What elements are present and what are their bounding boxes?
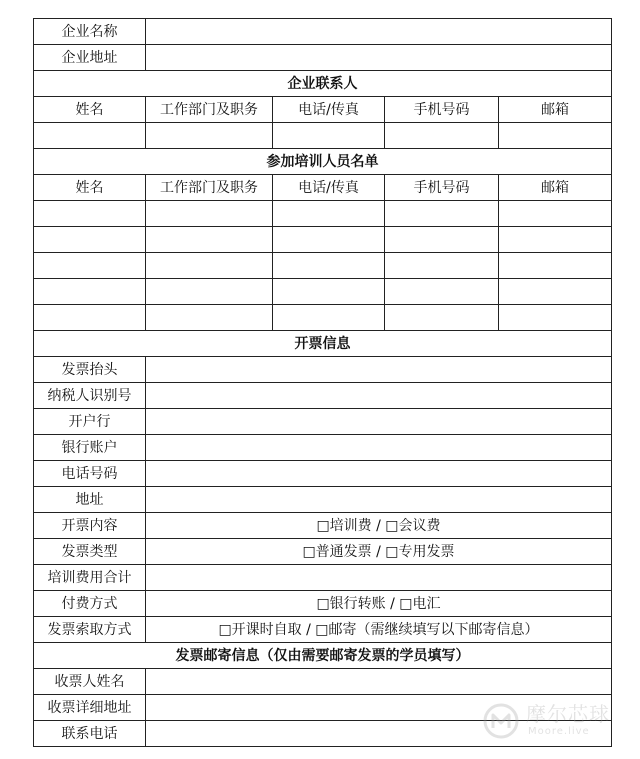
trainee-email-input[interactable]	[499, 279, 612, 305]
contact-phone-input[interactable]	[146, 721, 612, 747]
trainee-phone-fax-input[interactable]	[273, 227, 385, 253]
trainee-email-input[interactable]	[499, 253, 612, 279]
trainee-section-row	[34, 149, 612, 175]
bank-row	[34, 409, 612, 435]
contact-phone-fax-input[interactable]	[273, 123, 385, 149]
bank-input[interactable]	[146, 409, 612, 435]
company-name-label: 企业名称	[34, 19, 146, 45]
mailing-section-row	[34, 643, 612, 669]
retrieval-method-row	[34, 617, 612, 643]
invoice-title-row	[34, 357, 612, 383]
trainee-email-input[interactable]	[499, 201, 612, 227]
trainee-row	[34, 201, 612, 227]
invoice-title-label: 发票抬头	[34, 357, 146, 383]
contact-section-row	[34, 71, 612, 97]
company-address-input[interactable]	[146, 45, 612, 71]
mailing-section-title: 发票邮寄信息（仅由需要邮寄发票的学员填写）	[34, 643, 612, 669]
contact-input-row	[34, 123, 612, 149]
invoice-address-label: 地址	[34, 487, 146, 513]
trainee-name-input[interactable]	[34, 305, 146, 331]
invoice-section-row	[34, 331, 612, 357]
recipient-address-label: 收票详细地址	[34, 695, 146, 721]
trainee-phone-fax-input[interactable]	[273, 253, 385, 279]
company-name-row	[34, 19, 612, 45]
invoice-section-title: 开票信息	[34, 331, 612, 357]
trainee-name-input[interactable]	[34, 201, 146, 227]
watermark-domain: Moore.live	[528, 726, 590, 737]
contact-header-department: 工作部门及职务	[146, 97, 273, 123]
trainee-header-mobile: 手机号码	[385, 175, 499, 201]
invoice-content-row	[34, 513, 612, 539]
contact-header-name: 姓名	[34, 97, 146, 123]
invoice-content-label: 开票内容	[34, 513, 146, 539]
recipient-name-row	[34, 669, 612, 695]
bank-account-label: 银行账户	[34, 435, 146, 461]
trainee-department-input[interactable]	[146, 201, 273, 227]
recipient-name-label: 收票人姓名	[34, 669, 146, 695]
trainee-department-input[interactable]	[146, 253, 273, 279]
trainee-row	[34, 279, 612, 305]
bank-account-input[interactable]	[146, 435, 612, 461]
company-address-label: 企业地址	[34, 45, 146, 71]
trainee-name-input[interactable]	[34, 253, 146, 279]
contact-phone-label: 联系电话	[34, 721, 146, 747]
invoice-phone-label: 电话号码	[34, 461, 146, 487]
contact-department-input[interactable]	[146, 123, 273, 149]
trainee-row	[34, 305, 612, 331]
invoice-title-input[interactable]	[146, 357, 612, 383]
fee-total-label: 培训费用合计	[34, 565, 146, 591]
trainee-name-input[interactable]	[34, 279, 146, 305]
trainee-phone-fax-input[interactable]	[273, 279, 385, 305]
trainee-mobile-input[interactable]	[385, 253, 499, 279]
trainee-header-department: 工作部门及职务	[146, 175, 273, 201]
trainee-name-input[interactable]	[34, 227, 146, 253]
recipient-name-input[interactable]	[146, 669, 612, 695]
company-name-input[interactable]	[146, 19, 612, 45]
watermark-name: 摩尔芯球	[526, 702, 610, 726]
contact-email-input[interactable]	[499, 123, 612, 149]
invoice-type-row	[34, 539, 612, 565]
bank-label: 开户行	[34, 409, 146, 435]
payment-method-row	[34, 591, 612, 617]
trainee-mobile-input[interactable]	[385, 279, 499, 305]
retrieval-method-label: 发票索取方式	[34, 617, 146, 643]
payment-method-options[interactable]: □银行转账 / □电汇	[146, 591, 612, 617]
taxpayer-id-input[interactable]	[146, 383, 612, 409]
trainee-header-email: 邮箱	[499, 175, 612, 201]
trainee-section-title: 参加培训人员名单	[34, 149, 612, 175]
trainee-email-input[interactable]	[499, 305, 612, 331]
company-address-row	[34, 45, 612, 71]
taxpayer-id-row	[34, 383, 612, 409]
trainee-mobile-input[interactable]	[385, 305, 499, 331]
invoice-type-options[interactable]: □普通发票 / □专用发票	[146, 539, 612, 565]
contact-name-input[interactable]	[34, 123, 146, 149]
invoice-phone-row	[34, 461, 612, 487]
invoice-content-options[interactable]: □培训费 / □会议费	[146, 513, 612, 539]
trainee-header-name: 姓名	[34, 175, 146, 201]
contact-header-mobile: 手机号码	[385, 97, 499, 123]
recipient-address-row	[34, 695, 612, 721]
retrieval-method-options[interactable]: □开课时自取 / □邮寄（需继续填写以下邮寄信息）	[146, 617, 612, 643]
trainee-header-row	[34, 175, 612, 201]
recipient-address-input[interactable]	[146, 695, 612, 721]
trainee-department-input[interactable]	[146, 227, 273, 253]
trainee-department-input[interactable]	[146, 279, 273, 305]
invoice-type-label: 发票类型	[34, 539, 146, 565]
trainee-phone-fax-input[interactable]	[273, 201, 385, 227]
trainee-mobile-input[interactable]	[385, 201, 499, 227]
payment-method-label: 付费方式	[34, 591, 146, 617]
invoice-address-row	[34, 487, 612, 513]
trainee-row	[34, 227, 612, 253]
trainee-phone-fax-input[interactable]	[273, 305, 385, 331]
fee-total-row	[34, 565, 612, 591]
trainee-row	[34, 253, 612, 279]
invoice-phone-input[interactable]	[146, 461, 612, 487]
contact-mobile-input[interactable]	[385, 123, 499, 149]
contact-header-email: 邮箱	[499, 97, 612, 123]
registration-form-table	[33, 18, 612, 747]
trainee-header-phone-fax: 电话/传真	[273, 175, 385, 201]
trainee-department-input[interactable]	[146, 305, 273, 331]
bank-account-row	[34, 435, 612, 461]
contact-phone-row	[34, 721, 612, 747]
taxpayer-id-label: 纳税人识别号	[34, 383, 146, 409]
contact-header-phone-fax: 电话/传真	[273, 97, 385, 123]
trainee-email-input[interactable]	[499, 227, 612, 253]
trainee-mobile-input[interactable]	[385, 227, 499, 253]
contact-header-row	[34, 97, 612, 123]
fee-total-input[interactable]	[146, 565, 612, 591]
invoice-address-input[interactable]	[146, 487, 612, 513]
contact-section-title: 企业联系人	[34, 71, 612, 97]
